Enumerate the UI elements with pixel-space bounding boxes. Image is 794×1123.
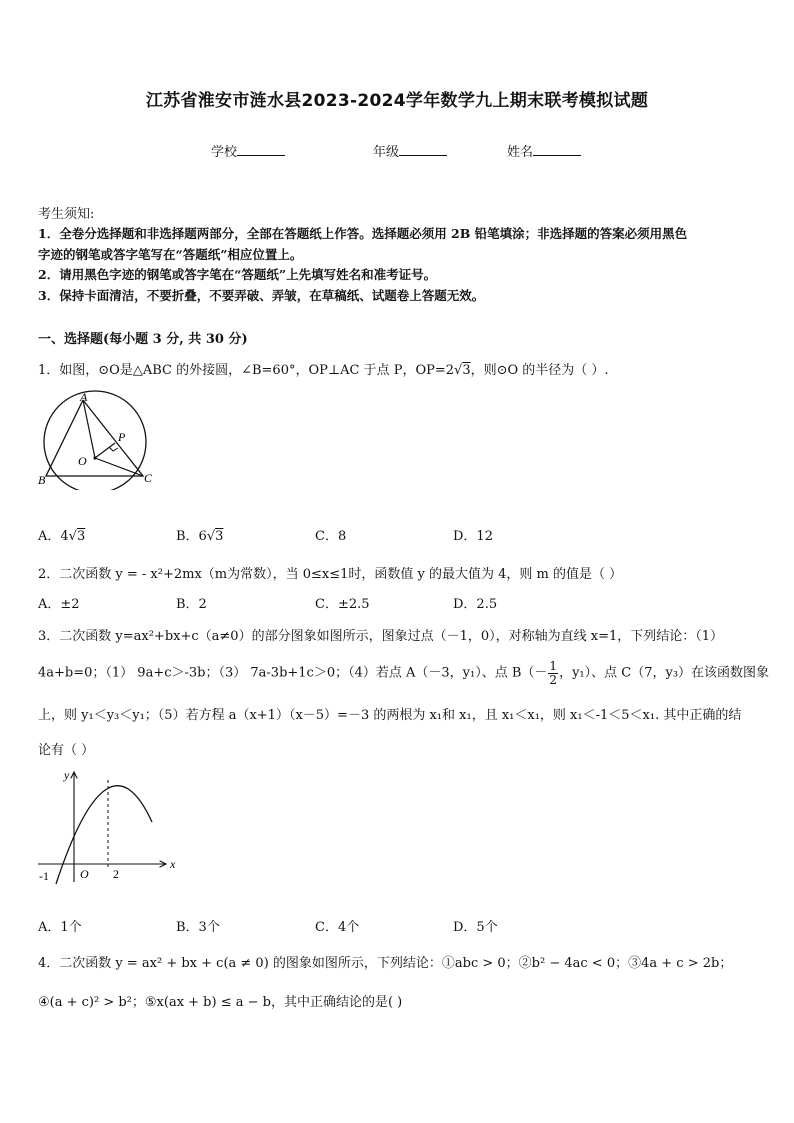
- notice-item-1-cont: 字迹的钢笔或答字笔写在“答题纸”相应位置上。: [38, 247, 303, 262]
- q1-option-a: A．4√3: [38, 529, 86, 544]
- school-blank: [237, 143, 285, 156]
- grade-field: [373, 141, 447, 160]
- q3-two-label: 2: [113, 867, 119, 881]
- q3-parabola-graph: [34, 766, 184, 886]
- q2-option-d: D．2.5: [453, 597, 498, 612]
- q1-option-d: D．12: [453, 529, 493, 544]
- notice-heading: 考生须知:: [38, 207, 95, 222]
- q3-y-axis-label: y: [64, 768, 70, 782]
- q3-line2: 4a+b=0；（1） 9a+c＞-3b；（3） 7a-3b+1c＞0；（4）若点 A（－3，y₁）、点 B（－ $\frac{1}{2}$ ，y₁）、点 C（7，y₃）在该函数图象: [38, 659, 770, 687]
- q4-line2: ④(a + c)² > b²；⑤x(ax + b) ≤ a − b，其中正确结论的是( ): [38, 995, 403, 1010]
- q3-x-axis-label: x: [170, 857, 176, 871]
- q3-option-b: B．3个: [176, 920, 220, 935]
- q3-line3: 上，则 y₁＜y₃＜y₁；（5）若方程 a（x+1）（x－5）=－3 的两根为 x₁和 x₁，且 x₁＜x₁，则 x₁＜-1＜5＜x₁. 其中正确的结: [38, 708, 742, 723]
- q2-option-c: C．±2.5: [315, 597, 370, 612]
- name-field: [507, 141, 581, 160]
- q3-line4: 论有（ ）: [38, 743, 95, 758]
- q4-line1: 4．二次函数 y = ax² + bx + c(a ≠ 0) 的图象如图所示，下列结论：①abc > 0；②b² − 4ac < 0；③4a + c > 2b；: [38, 956, 733, 971]
- exam-title: 江苏省淮安市涟水县2023-2024学年数学九上期末联考模拟试题: [145, 91, 649, 111]
- notice-item-1: 1．全卷分选择题和非选择题两部分，全部在答题纸上作答。选择题必须用 2B 铅笔填涂；非选择题的答案必须用黑色: [38, 226, 688, 241]
- q3-line1: 3．二次函数 y=ax²+bx+c（a≠0）的部分图象如图所示，图象过点（－1，0），对称轴为直线 x=1，下列结论：（1）: [38, 629, 724, 644]
- q3-neg1-label: -1: [39, 869, 49, 883]
- q3-origin-label: O: [80, 867, 89, 881]
- school-label: 学校: [211, 145, 238, 160]
- q3-option-c: C．4个: [315, 920, 360, 935]
- q1-label-c: C: [144, 471, 153, 485]
- q1-option-c: C．8: [315, 529, 347, 544]
- q1-label-b: B: [38, 473, 46, 487]
- q3-option-d: D．5个: [453, 920, 498, 935]
- q1-label-p: P: [118, 430, 126, 444]
- q1-label-a: A: [80, 390, 88, 404]
- grade-label: 年级: [373, 145, 400, 160]
- name-label: 姓名: [507, 145, 534, 160]
- section-heading: 一、选择题(每小题 3 分, 共 30 分): [38, 332, 248, 347]
- q1-sqrt: √3: [454, 363, 471, 378]
- notice-item-3: 3．保持卡面清洁，不要折叠，不要弄破、弄皱，在草稿纸、试题卷上答题无效。: [38, 288, 485, 303]
- q2-option-b: B．2: [176, 597, 207, 612]
- q3-fraction: $\frac{1}{2}$: [549, 659, 558, 687]
- q1-stem: [38, 359, 609, 378]
- q2-stem: 2．二次函数 y = - x²+2mx（m为常数），当 0≤x≤1时，函数值 y 的最大值为 4，则 m 的值是（ ）: [38, 567, 623, 582]
- q3-option-a: A．1个: [38, 920, 82, 935]
- q1-text-a: 1．如图，⊙O是△ABC 的外接圆，∠B=60°，OP⊥AC 于点 P，OP=2: [38, 363, 455, 378]
- q1-circle-figure: [36, 390, 160, 490]
- q1-label-o: O: [78, 454, 87, 468]
- school-field: [211, 141, 285, 160]
- q2-option-a: A．±2: [38, 597, 80, 612]
- notice-item-2: 2．请用黑色字迹的钢笔或答字笔在“答题纸”上先填写姓名和准考证号。: [38, 267, 437, 282]
- grade-blank: [399, 143, 447, 156]
- name-blank: [533, 143, 581, 156]
- q1-text-b: ，则⊙O 的半径为（ ）.: [470, 363, 609, 378]
- q1-option-b: B．6√3: [176, 529, 224, 544]
